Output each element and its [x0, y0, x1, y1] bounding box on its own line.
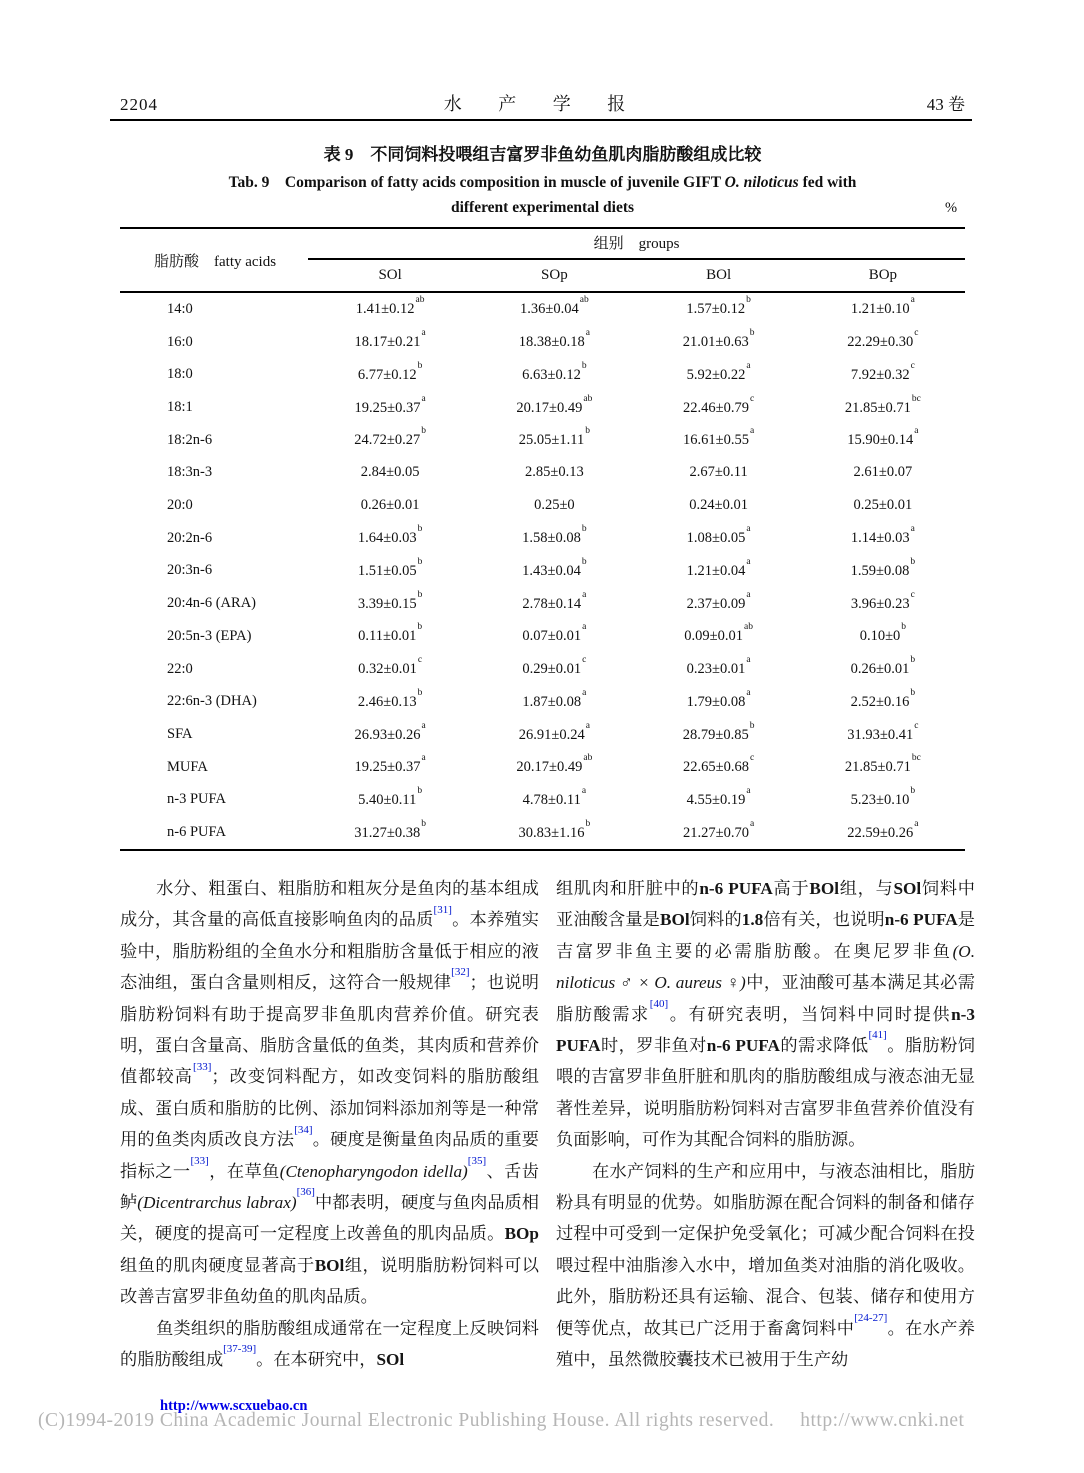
text-segment: BOl [660, 910, 690, 930]
significance-superscript: a [421, 753, 426, 764]
table-cell: 21.85±0.71$^{bc}$ [844, 393, 921, 416]
body-column-right [556, 873, 975, 1376]
table-row [120, 653, 965, 686]
caption-en-prefix: Tab. 9 Comparison of fatty acids composition in muscle of juvenile GIFT [228, 174, 725, 191]
text-segment: n-6 PUFA [884, 910, 958, 930]
table-row [120, 587, 965, 620]
table-cell: 4.78±0.11$^a$ [522, 786, 587, 808]
table-row [120, 489, 965, 522]
significance-superscript: a [421, 328, 426, 339]
text-segment: 是吉富罗非鱼主要的必需脂肪酸。在奥尼罗非鱼 [556, 910, 975, 961]
significance-superscript: b [417, 687, 423, 698]
paragraph [556, 1156, 975, 1376]
significance-superscript: a [910, 295, 915, 306]
col-header-fatty-acids: 脂肪酸 fatty acids [154, 253, 277, 270]
table-cell: 1.64±0.03$^b$ [357, 524, 423, 547]
cnki-link[interactable]: http://www.cnki.net [800, 1410, 965, 1431]
table-cell: 0.23±0.01$^a$ [686, 655, 751, 678]
significance-superscript: c [750, 753, 755, 764]
significance-superscript: a [585, 720, 590, 731]
group-col-BOl: BOl [706, 266, 732, 283]
fatty-acid-label: 22:0 [167, 660, 193, 677]
text-segment: n-6 PUFA [706, 1036, 780, 1056]
significance-superscript: b [417, 557, 423, 568]
text-segment: 、舌齿鲈 [120, 1161, 539, 1213]
table-cell: 0.09±0.01$^{ab}$ [684, 622, 753, 645]
table-row [120, 326, 965, 359]
significance-superscript: a [421, 720, 426, 731]
significance-superscript: a [582, 687, 587, 698]
text-segment: 在水产饲料的生产和应用中，与液态油相比，脂肪粉具有明显的优势。如脂肪源在配合饲料的制备和储存过程中可受到一定保护免受氧化；可减少配合饲料在投喂过程中油脂渗入水中，增加鱼类对油脂的消化吸收。此外，脂肪粉还具有运输、混合、包装、储存和使用方便等优点，故其已广泛用于畜禽饲料中 [556, 1161, 975, 1338]
significance-superscript: a [421, 393, 426, 404]
table-caption-en [120, 170, 965, 192]
table-cell: 1.51±0.05$^b$ [357, 557, 423, 579]
table-cell: 31.93±0.41$^c$ [847, 720, 919, 743]
table-cell: 1.87±0.08$^a$ [522, 687, 587, 710]
journal-title: 水 产 学 报 [443, 94, 642, 114]
table-cell: 31.27±0.38$^b$ [354, 818, 426, 841]
text-segment: ；改变饲料配方，如改变饲料的脂肪酸组成、蛋白质和脂肪的比例、添加饲料添加剂等是一种常用的鱼类肉质改良方法 [120, 1067, 539, 1150]
fatty-acid-label: 22:6n-3 (DHA) [167, 693, 257, 710]
table-rows [120, 293, 965, 851]
significance-superscript: ab [579, 295, 589, 306]
table-cell: 20.17±0.49$^{ab}$ [516, 753, 593, 776]
table-cell: 21.85±0.71$^{bc}$ [844, 753, 921, 776]
table-cell: 2.84±0.05 [360, 464, 420, 481]
table-cell: 18.38±0.18$^a$ [518, 328, 590, 350]
table-cell: 1.08±0.05$^a$ [686, 524, 751, 547]
table-cell: 0.29±0.01$^c$ [522, 655, 587, 678]
table-row [120, 751, 965, 784]
text-segment: 组肌肉和肝脏中的 [556, 879, 700, 898]
table-cell: 15.90±0.14$^a$ [847, 426, 919, 449]
significance-superscript: c [914, 720, 919, 731]
significance-superscript: b [585, 818, 591, 829]
copyright-text: (C)1994-2019 China Academic Journal Electronic Publishing House. All rights reserved. [38, 1410, 775, 1431]
text-segment: BOl [809, 879, 839, 898]
fatty-acid-label: 20:2n-6 [167, 529, 213, 546]
table-cell: 22.59±0.26$^a$ [847, 818, 919, 841]
fatty-acid-label: SFA [167, 726, 193, 743]
significance-superscript: bc [911, 753, 921, 764]
table-cell: 1.79±0.08$^a$ [686, 687, 751, 710]
fatty-acid-label: 18:3n-3 [167, 464, 213, 481]
significance-superscript: ab [415, 295, 425, 306]
text-segment: 中，亚油酸可基本满足其必需脂肪酸需求 [556, 973, 975, 1024]
table-cell: 24.72±0.27$^b$ [354, 426, 426, 449]
table-cell: 5.23±0.10$^b$ [850, 786, 916, 808]
table-cell: 22.29±0.30$^c$ [847, 328, 919, 350]
unit-label: % [945, 200, 958, 216]
table-row [120, 685, 965, 718]
text-segment: 1.8 [741, 910, 764, 930]
significance-superscript: b [417, 360, 423, 371]
fatty-acid-label: MUFA [167, 758, 208, 775]
table-cell: 16.61±0.55$^a$ [683, 426, 755, 449]
table-cell: 0.11±0.01$^b$ [358, 622, 423, 645]
fatty-acid-label: 18:2n-6 [167, 431, 213, 448]
significance-superscript: b [910, 557, 916, 568]
text-segment: 。本养殖实验中，脂肪粉组的全鱼水分和粗脂肪含量低于相应的液态油组，蛋白含量则相反，这符合一般规律 [120, 910, 539, 993]
significance-superscript: b [417, 524, 423, 535]
table-row [120, 620, 965, 653]
text-segment: 。在本研究中， [256, 1350, 377, 1370]
table-cell: 21.27±0.70$^a$ [683, 818, 755, 841]
group-header-block [308, 229, 965, 291]
citation-link[interactable]: [33] [190, 1154, 209, 1167]
table-cell: 2.85±0.13 [525, 464, 584, 481]
significance-superscript: a [914, 426, 919, 437]
table-cell: 1.41±0.12$^{ab}$ [355, 295, 425, 318]
text-segment: 组，与 [839, 879, 894, 898]
significance-superscript: b [417, 589, 423, 600]
table-cell: 1.43±0.04$^b$ [522, 557, 587, 579]
body-column-left [120, 873, 539, 1376]
table-cell: 1.21±0.10$^a$ [850, 295, 915, 318]
text-segment: n-6 PUFA [699, 879, 773, 898]
table-cell: 30.83±1.16$^b$ [518, 818, 591, 841]
text-segment: 组鱼的肌肉硬度显著高于 [120, 1255, 315, 1275]
significance-superscript: b [585, 426, 590, 437]
table-caption-zh: 表 9 不同饲料投喂组吉富罗非鱼幼鱼肌肉脂肪酸组成比较 [323, 145, 762, 164]
page-number: 2204 [120, 95, 158, 114]
paragraph [120, 873, 539, 1313]
group-column-headers [308, 260, 965, 291]
header-rule [110, 119, 972, 121]
table-cell: 26.93±0.26$^a$ [354, 720, 426, 743]
table-header [120, 229, 965, 293]
significance-superscript: a [750, 818, 755, 829]
table-cell: 22.65±0.68$^c$ [683, 753, 755, 776]
text-segment: 。在水产养殖中，虽然微胶囊技术已被用于生产幼 [556, 1318, 975, 1370]
text-segment: (O. niloticus ♂ × O. aureus ♀) [556, 941, 975, 993]
significance-superscript: a [585, 328, 590, 339]
fatty-acid-label: 20:4n-6 (ARA) [167, 595, 257, 612]
paragraph [556, 873, 975, 1156]
significance-superscript: c [914, 328, 919, 339]
table-row [120, 457, 965, 490]
copyright-line [38, 1410, 1048, 1432]
fatty-acid-label: 18:1 [167, 398, 193, 415]
caption-en-suffix: fed with [798, 174, 857, 191]
group-col-SOl: SOl [378, 266, 402, 283]
citation-link[interactable]: [36] [296, 1186, 315, 1199]
text-segment: 的需求降低 [779, 1036, 869, 1056]
table-cell: 3.96±0.23$^c$ [850, 589, 915, 612]
citation-link[interactable]: [32] [451, 966, 470, 979]
citation-link[interactable]: [37-39] [223, 1343, 257, 1356]
table-cell: 2.52±0.16$^b$ [850, 687, 916, 710]
significance-superscript: b [749, 720, 755, 731]
significance-superscript: c [750, 393, 755, 404]
text-segment: 时，罗非鱼对 [600, 1036, 707, 1056]
significance-superscript: a [750, 426, 755, 437]
paragraph [120, 1313, 539, 1376]
table-cell: 1.59±0.08$^b$ [850, 557, 916, 579]
fatty-acid-label: 20:3n-6 [167, 562, 213, 579]
table-row [120, 391, 965, 424]
volume-label: 43 卷 [926, 95, 965, 114]
significance-superscript: ab [744, 622, 753, 633]
significance-superscript: ab [583, 753, 593, 764]
fatty-acid-label: 20:5n-3 (EPA) [167, 627, 252, 644]
significance-superscript: b [746, 295, 751, 306]
significance-superscript: b [581, 557, 587, 568]
text-segment: 。有研究表明，当饲料中同时提供 [668, 1004, 952, 1024]
table-cell: 26.91±0.24$^a$ [518, 720, 590, 743]
table-cell: 6.63±0.12$^b$ [522, 360, 587, 383]
table-cell: 22.46±0.79$^c$ [683, 393, 755, 416]
citation-link[interactable]: [33] [193, 1060, 212, 1073]
table-cell: 19.25±0.37$^a$ [354, 753, 426, 776]
table-cell: 1.57±0.12$^b$ [686, 295, 751, 318]
table-cell: 18.17±0.21$^a$ [354, 328, 426, 350]
table-cell: 2.61±0.07 [853, 464, 913, 481]
species-name: O. niloticus [724, 174, 799, 191]
citation-link[interactable]: [40] [649, 997, 669, 1010]
text-segment: 饲料的 [689, 910, 742, 930]
table-cell: 0.26±0.01$^b$ [850, 655, 916, 678]
table-cell: 7.92±0.32$^c$ [850, 360, 915, 383]
significance-superscript: a [746, 786, 751, 797]
significance-superscript: c [582, 655, 587, 666]
citation-link[interactable]: [35] [467, 1154, 487, 1167]
citation-link[interactable]: [31] [433, 903, 452, 916]
significance-superscript: b [581, 524, 587, 535]
text-segment: BOp [504, 1224, 539, 1244]
text-segment: 饲料中亚油酸含量是 [556, 879, 975, 930]
table-row [120, 718, 965, 751]
table-cell: 19.25±0.37$^a$ [354, 393, 426, 416]
citation-link[interactable]: [41] [868, 1029, 887, 1042]
table-cell: 21.01±0.63$^b$ [682, 328, 755, 350]
significance-superscript: a [746, 524, 751, 535]
text-segment: SOl [893, 879, 922, 898]
significance-superscript: b [417, 786, 423, 797]
table-cell: 4.55±0.19$^a$ [686, 786, 751, 808]
table-row [120, 784, 965, 817]
table-cell: 0.25±0.01 [853, 497, 913, 514]
text-segment: ；也说明脂肪粉饲料有助于提高罗非鱼肌肉营养价值。研究表明，蛋白含量高、脂肪含量低的鱼类，其肉质和营养价值都较高 [120, 973, 539, 1087]
table-cell: 0.07±0.01$^a$ [522, 622, 587, 645]
significance-superscript: a [914, 818, 919, 829]
table-cell: 0.24±0.01 [689, 497, 748, 514]
group-col-SOp: SOp [541, 266, 568, 283]
text-segment: (Dicentrarchus labrax) [137, 1193, 297, 1213]
table-cell: $0.10\pm 0^b$ [859, 622, 907, 645]
significance-superscript: a [746, 589, 751, 600]
fatty-acid-label: 18:0 [167, 366, 193, 383]
significance-superscript: a [746, 655, 751, 666]
fatty-acid-label: 20:0 [167, 497, 193, 514]
group-col-BOp: BOp [868, 266, 898, 283]
citation-link[interactable]: [24-27] [854, 1311, 888, 1324]
text-segment: 倍有关，也说明 [763, 910, 885, 930]
citation-link[interactable]: [34] [294, 1123, 313, 1136]
running-head [120, 90, 965, 116]
significance-superscript: b [910, 687, 916, 698]
table-row [120, 816, 965, 849]
significance-superscript: a [582, 622, 587, 633]
significance-superscript: a [581, 786, 587, 797]
fatty-acid-label: 16:0 [167, 333, 193, 350]
significance-superscript: b [421, 426, 426, 437]
table-row [120, 424, 965, 457]
group-header: 组别 groups [593, 236, 680, 252]
fatty-acid-label: 14:0 [167, 300, 193, 317]
significance-superscript: b [910, 655, 916, 666]
significance-superscript: bc [911, 393, 921, 404]
table-cell: 5.40±0.11$^b$ [358, 786, 423, 808]
table-cell: 0.32±0.01$^c$ [358, 655, 423, 678]
text-segment: n-3 PUFA [556, 1004, 975, 1056]
text-segment: 。脂肪粉饲喂的吉富罗非鱼肝脏和肌肉的脂肪酸组成与液态油无显著性差异，说明脂肪粉饲料对吉富罗非鱼营养价值没有负面影响，可作为其配合饲料的脂肪源。 [556, 1036, 975, 1150]
text-segment: SOl [376, 1350, 405, 1370]
scxuebao-link[interactable]: http://www.scxuebao.cn [160, 1398, 308, 1414]
text-segment: 高于 [772, 879, 810, 898]
text-segment: (Ctenopharyngodon idella) [279, 1161, 468, 1181]
table-cell: 2.67±0.11 [689, 464, 748, 481]
table-cell: 1.21±0.04$^a$ [686, 557, 751, 579]
table-cell: 3.39±0.15$^b$ [357, 589, 423, 612]
table-cell: 5.92±0.22$^a$ [686, 360, 751, 383]
table-cell: 1.14±0.03$^a$ [850, 524, 915, 547]
significance-superscript: a [746, 360, 751, 371]
table-cell: 2.37±0.09$^a$ [686, 589, 751, 612]
table-cell: 28.79±0.85$^b$ [682, 720, 755, 743]
text-segment: ，在草鱼 [208, 1161, 280, 1181]
significance-superscript: c [910, 360, 915, 371]
fatty-acid-label: n-6 PUFA [167, 824, 226, 841]
table-caption-en-line2: different experimental diets [450, 199, 635, 216]
significance-superscript: b [421, 818, 426, 829]
significance-superscript: c [910, 589, 915, 600]
significance-superscript: ab [583, 393, 593, 404]
table-row [120, 358, 965, 391]
table-cell: 1.36±0.04$^{ab}$ [520, 295, 589, 318]
table-cell: 0.25±0 [534, 497, 575, 514]
significance-superscript: a [582, 589, 587, 600]
significance-superscript: b [581, 360, 587, 371]
table-cell: 6.77±0.12$^b$ [357, 360, 423, 383]
table-row [120, 522, 965, 555]
table-row [120, 555, 965, 588]
text-segment: 组，说明脂肪粉饲料可以改善吉富罗非鱼幼鱼的肌肉品质。 [120, 1255, 539, 1307]
text-segment: 鱼类组织的脂肪酸组成通常在一定程度上反映饲料的脂肪酸组成 [120, 1318, 539, 1370]
table-cell: 0.26±0.01 [360, 497, 420, 514]
significance-superscript: b [417, 622, 423, 633]
fatty-acid-label: n-3 PUFA [167, 791, 226, 808]
table-cell: 1.58±0.08$^b$ [522, 524, 587, 547]
significance-superscript: a [910, 524, 915, 535]
table-cell: 25.05±1.11$^b$ [518, 426, 590, 449]
significance-superscript: b [749, 328, 755, 339]
text-segment: 。硬度是衡量鱼肉品质的重要指标之一 [120, 1130, 539, 1181]
table-cell: 2.78±0.14$^a$ [522, 589, 587, 612]
table-cell: 2.46±0.13$^b$ [357, 687, 423, 710]
text-segment: 中都表明，硬度与鱼肉品质相关，硬度的提高可一定程度上改善鱼的肌肉品质。 [120, 1193, 539, 1244]
significance-superscript: b [901, 622, 907, 633]
fatty-acid-table [120, 227, 965, 851]
significance-superscript: b [910, 786, 916, 797]
significance-superscript: a [746, 557, 751, 568]
table-row [120, 293, 965, 326]
significance-superscript: a [746, 687, 751, 698]
text-segment: BOl [314, 1255, 345, 1275]
table-cell: 20.17±0.49$^{ab}$ [516, 393, 593, 416]
text-segment: 水分、粗蛋白、粗脂肪和粗灰分是鱼肉的基本组成成分，其含量的高低直接影响鱼肉的品质 [120, 879, 539, 930]
significance-superscript: c [417, 655, 423, 666]
